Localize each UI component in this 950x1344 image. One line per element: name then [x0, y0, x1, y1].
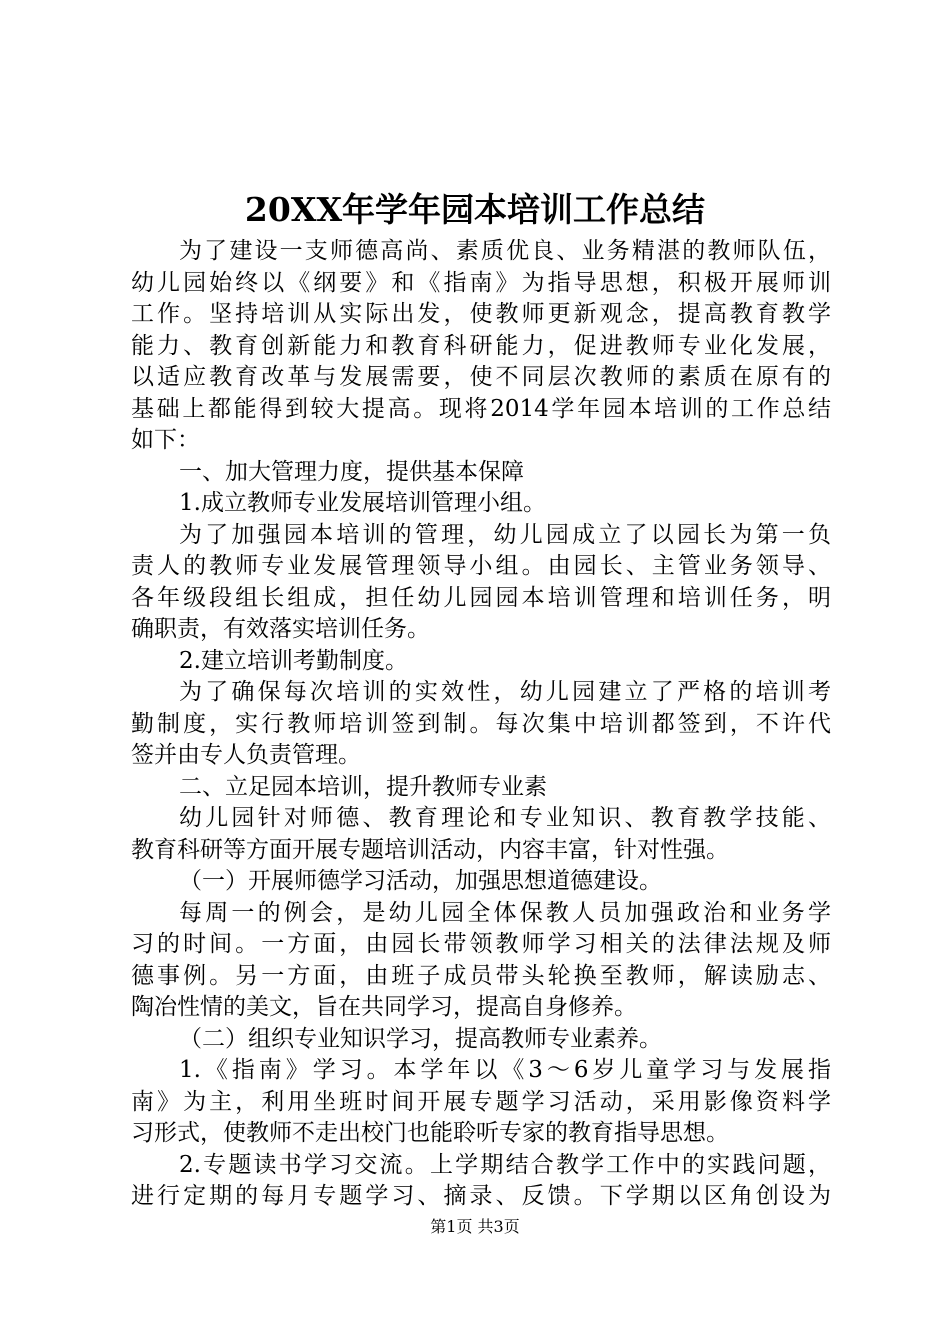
- paragraph-line: 教育科研等方面开展专题培训活动，内容丰富，针对性强。: [131, 836, 729, 863]
- paragraph-line: 为了加强园本培训的管理，幼儿园成立了以园长为第一负: [179, 521, 831, 548]
- paragraph-line: 每周一的例会，是幼儿园全体保教人员加强政治和业务学: [179, 899, 831, 926]
- paragraph-line: 一、加大管理力度，提供基本保障: [179, 458, 524, 485]
- paragraph-line: 二、立足园本培训，提升教师专业素: [179, 773, 547, 800]
- paragraph-line: 德事例。另一方面，由班子成员带头轮换至教师，解读励志、: [131, 962, 831, 989]
- paragraph-line: 各年级段组长组成，担任幼儿园园本培训管理和培训任务，明: [131, 584, 831, 611]
- paragraph-line: 幼儿园针对师德、教育理论和专业知识、教育教学技能、: [179, 805, 831, 831]
- paragraph-line: 2.专题读书学习交流。上学期结合教学工作中的实践问题，: [179, 1151, 831, 1178]
- paragraph-line: 基础上都能得到较大提高。现将2014学年园本培训的工作总结: [131, 395, 831, 422]
- paragraph-line: 1.成立教师专业发展培训管理小组。: [179, 490, 546, 516]
- paragraph-line: 陶冶性情的美文，旨在共同学习，提高自身修养。: [131, 994, 637, 1020]
- paragraph-line: 习的时间。一方面，由园长带领教师学习相关的法律法规及师: [131, 931, 831, 957]
- paragraph-line: （一）开展师德学习活动，加强思想道德建设。: [179, 868, 662, 894]
- paragraph-line: 勤制度，实行教师培训签到制。每次集中培训都签到，不许代: [131, 710, 831, 737]
- paragraph-line: 如下：: [131, 427, 200, 453]
- paragraph-line: 为了确保每次培训的实效性，幼儿园建立了严格的培训考: [179, 679, 831, 705]
- paragraph-line: 1.《指南》学习。本学年以《3～6岁儿童学习与发展指: [179, 1057, 831, 1083]
- paragraph-line: 责人的教师专业发展管理领导小组。由园长、主管业务领导、: [131, 553, 831, 579]
- paragraph-line: 习形式，使教师不走出校门也能聆听专家的教育指导思想。: [131, 1120, 729, 1146]
- paragraph-line: 进行定期的每月专题学习、摘录、反馈。下学期以区角创设为: [131, 1183, 831, 1209]
- page-footer: 第1页 共3页: [430, 1217, 520, 1236]
- paragraph-line: 为了建设一支师德高尚、素质优良、业务精湛的教师队伍，: [179, 238, 831, 264]
- document-title: 20XX年学年园本培训工作总结: [244, 190, 706, 229]
- paragraph-line: （二）组织专业知识学习，提高教师专业素养。: [179, 1025, 662, 1052]
- paragraph-line: 确职责，有效落实培训任务。: [131, 616, 430, 642]
- paragraph-line: 幼儿园始终以《纲要》和《指南》为指导思想，积极开展师训: [131, 269, 831, 296]
- document-body: [131, 236, 831, 1213]
- paragraph-line: 能力、教育创新能力和教育科研能力，促进教师专业化发展，: [131, 332, 831, 359]
- paragraph-line: 签并由专人负责管理。: [131, 742, 361, 768]
- paragraph-line: 以适应教育改革与发展需要，使不同层次教师的素质在原有的: [131, 364, 831, 390]
- paragraph-line: 2.建立培训考勤制度。: [179, 647, 408, 674]
- paragraph-line: 工作。坚持培训从实际出发，使教师更新观念，提高教育教学: [131, 301, 831, 327]
- paragraph-line: 南》为主，利用坐班时间开展专题学习活动，采用影像资料学: [131, 1088, 831, 1115]
